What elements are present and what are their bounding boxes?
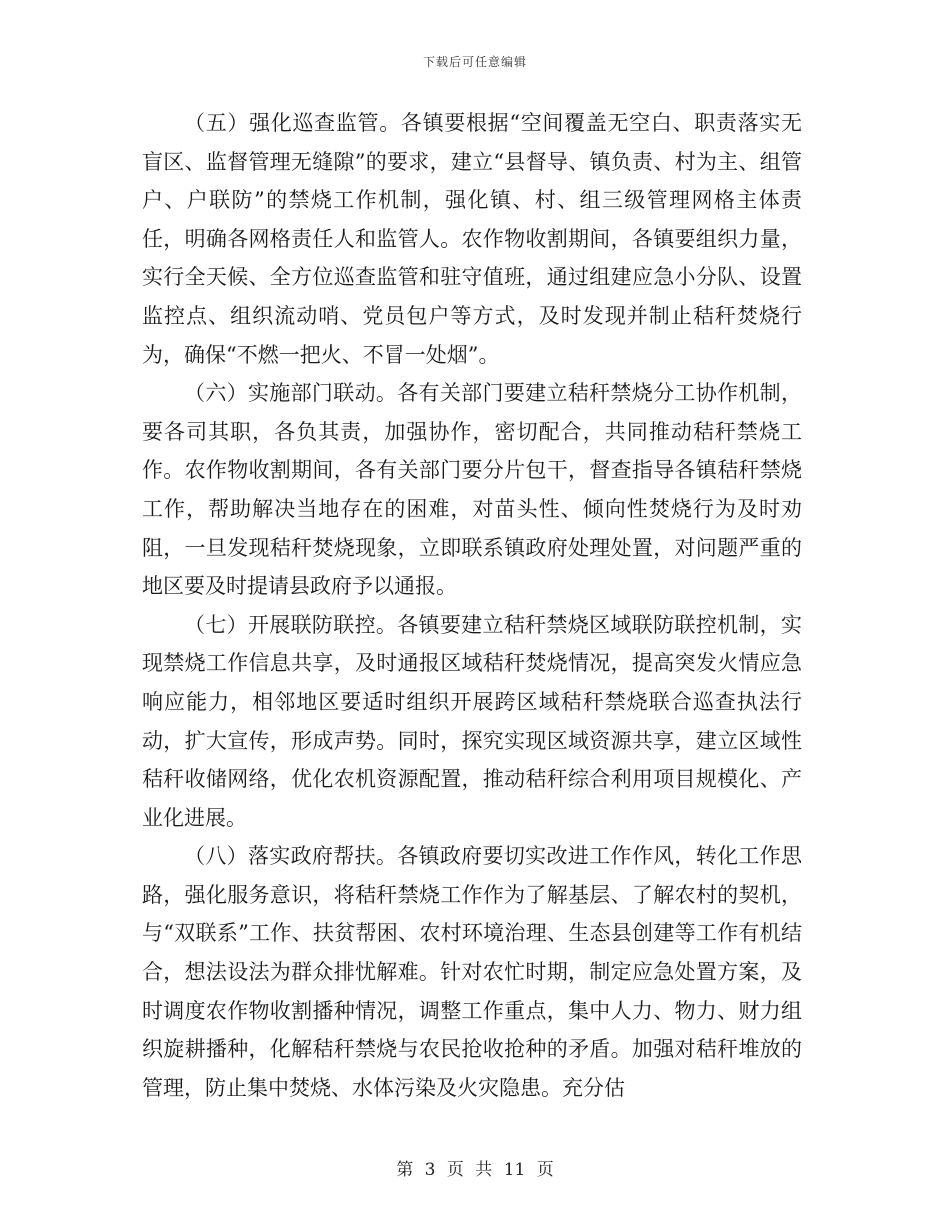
- paragraph-6: （六）实施部门联动。各有关部门要建立秸秆禁烧分工协作机制，要各司其职，各负其责，加强协作，密切配合，共同推动秸秆禁烧工作。农作物收割期间，各有关部门要分片包干，督查指导各镇秸秆禁烧工作，帮助解决当地存在的困难，对苗头性、倾向性焚烧行为及时劝阻，一旦发现秸秆焚烧现象，立即联系镇政府处理处置，对问题严重的地区要及时提请县政府予以通报。: [142, 381, 802, 599]
- page-number: 第 3 页 共 11 页: [396, 1160, 554, 1180]
- header-note: 下载后可任意编辑: [422, 55, 527, 69]
- paragraph-7: （七）开展联防联控。各镇要建立秸秆禁烧区域联防联控机制，实现禁烧工作信息共享，及时通报区域秸秆焚烧情况，提高突发火情应急响应能力，相邻地区要适时组织开展跨区域秸秆禁烧联合巡查执法行动，扩大宣传，形成声势。同时，探究实现区域资源共享，建立区域性秸秆收储网络，优化农机资源配置，推动秸秆综合利用项目规模化、产业化进展。: [142, 612, 802, 830]
- document-body: [142, 104, 802, 1107]
- paragraph-8: （八）落实政府帮扶。各镇政府要切实改进工作作风，转化工作思路，强化服务意识，将秸秆禁烧工作作为了解基层、了解农村的契机，与“双联系”工作、扶贫帮困、农村环境治理、生态县创建等工作有机结合，想法设法为群众排忧解难。针对农忙时期，制定应急处置方案，及时调度农作物收割播种情况，调整工作重点，集中人力、物力、财力组织旋耕播种，化解秸秆禁烧与农民抢收抢种的矛盾。加强对秸秆堆放的管理，防止集中焚烧、水体污染及火灾隐患。充分估: [142, 844, 802, 1100]
- paragraph-5: （五）强化巡查监管。各镇要根据“空间覆盖无空白、职责落实无盲区、监督管理无缝隙”的要求，建立“县督导、镇负责、村为主、组管户、户联防”的禁烧工作机制，强化镇、村、组三级管理网格主体责任，明确各网格责任人和监管人。农作物收割期间，各镇要组织力量，实行全天候、全方位巡查监管和驻守值班，通过组建应急小分队、设置监控点、组织流动哨、党员包户等方式，及时发现并制止秸秆焚烧行为，确保“不燃一把火、不冒一处烟”。: [142, 111, 802, 367]
